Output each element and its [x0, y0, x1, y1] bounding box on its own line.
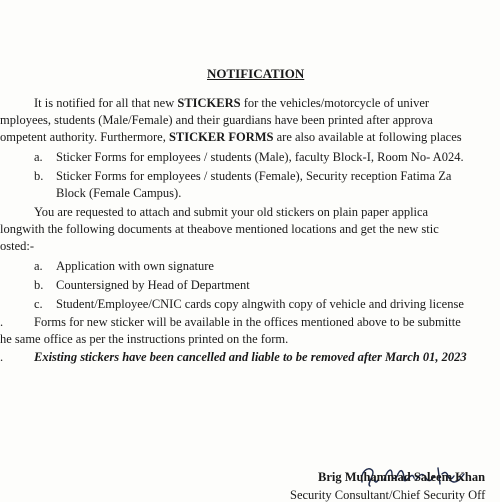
- list-item: Countersigned by Head of Department: [56, 278, 250, 292]
- signatory-designation: Security Consultant/Chief Security Off: [290, 488, 486, 502]
- cancellation-notice: Existing stickers have been cancelled and liable to be removed after March 01, 2023: [34, 350, 467, 364]
- paragraph-3-line-2: he same office as per the instructions printed on the form.: [0, 332, 289, 346]
- paragraph-3-marker: .: [0, 315, 4, 329]
- paragraph-1-line-3: ompetent authority. Furthermore, STICKER FORMS are also available at following places: [0, 130, 462, 144]
- paragraph-2-line-1: You are requested to attach and submit your old stickers on plain paper applica: [34, 205, 429, 219]
- paragraph-1-line-1: It is notified for all that new STICKERS for the vehicles/motorcycle of univer: [34, 96, 430, 110]
- paragraph-2-line-3: osted:-: [0, 239, 35, 253]
- list-marker: a.: [34, 259, 43, 273]
- list-marker: a.: [34, 150, 43, 164]
- paragraph-2-line-2: longwith the following documents at theabove mentioned locations and get the new stic: [0, 222, 439, 236]
- list-item: Sticker Forms for employees / students (Female), Security reception Fatima Za: [56, 169, 452, 183]
- signatory-name: Brig Muhammad Saleem Khan: [318, 470, 486, 484]
- list-item: Application with own signature: [56, 259, 214, 273]
- list-item: Student/Employee/CNIC cards copy alngwith copy of vehicle and driving license: [56, 297, 464, 311]
- list-item: Sticker Forms for employees / students (Male), faculty Block-I, Room No- A024.: [56, 150, 464, 164]
- paragraph-3-line-1: Forms for new sticker will be available in the offices mentioned above to be submitte: [34, 315, 461, 329]
- page-title: NOTIFICATION: [207, 66, 305, 81]
- list-marker: b.: [34, 169, 44, 183]
- list-marker: c.: [34, 297, 43, 311]
- paragraph-1-line-2: mployees, students (Male/Female) and their guardians have been printed after approva: [0, 113, 433, 127]
- list-marker: b.: [34, 278, 44, 292]
- list-item-continuation: Block (Female Campus).: [56, 186, 182, 200]
- paragraph-4-marker: .: [0, 350, 4, 364]
